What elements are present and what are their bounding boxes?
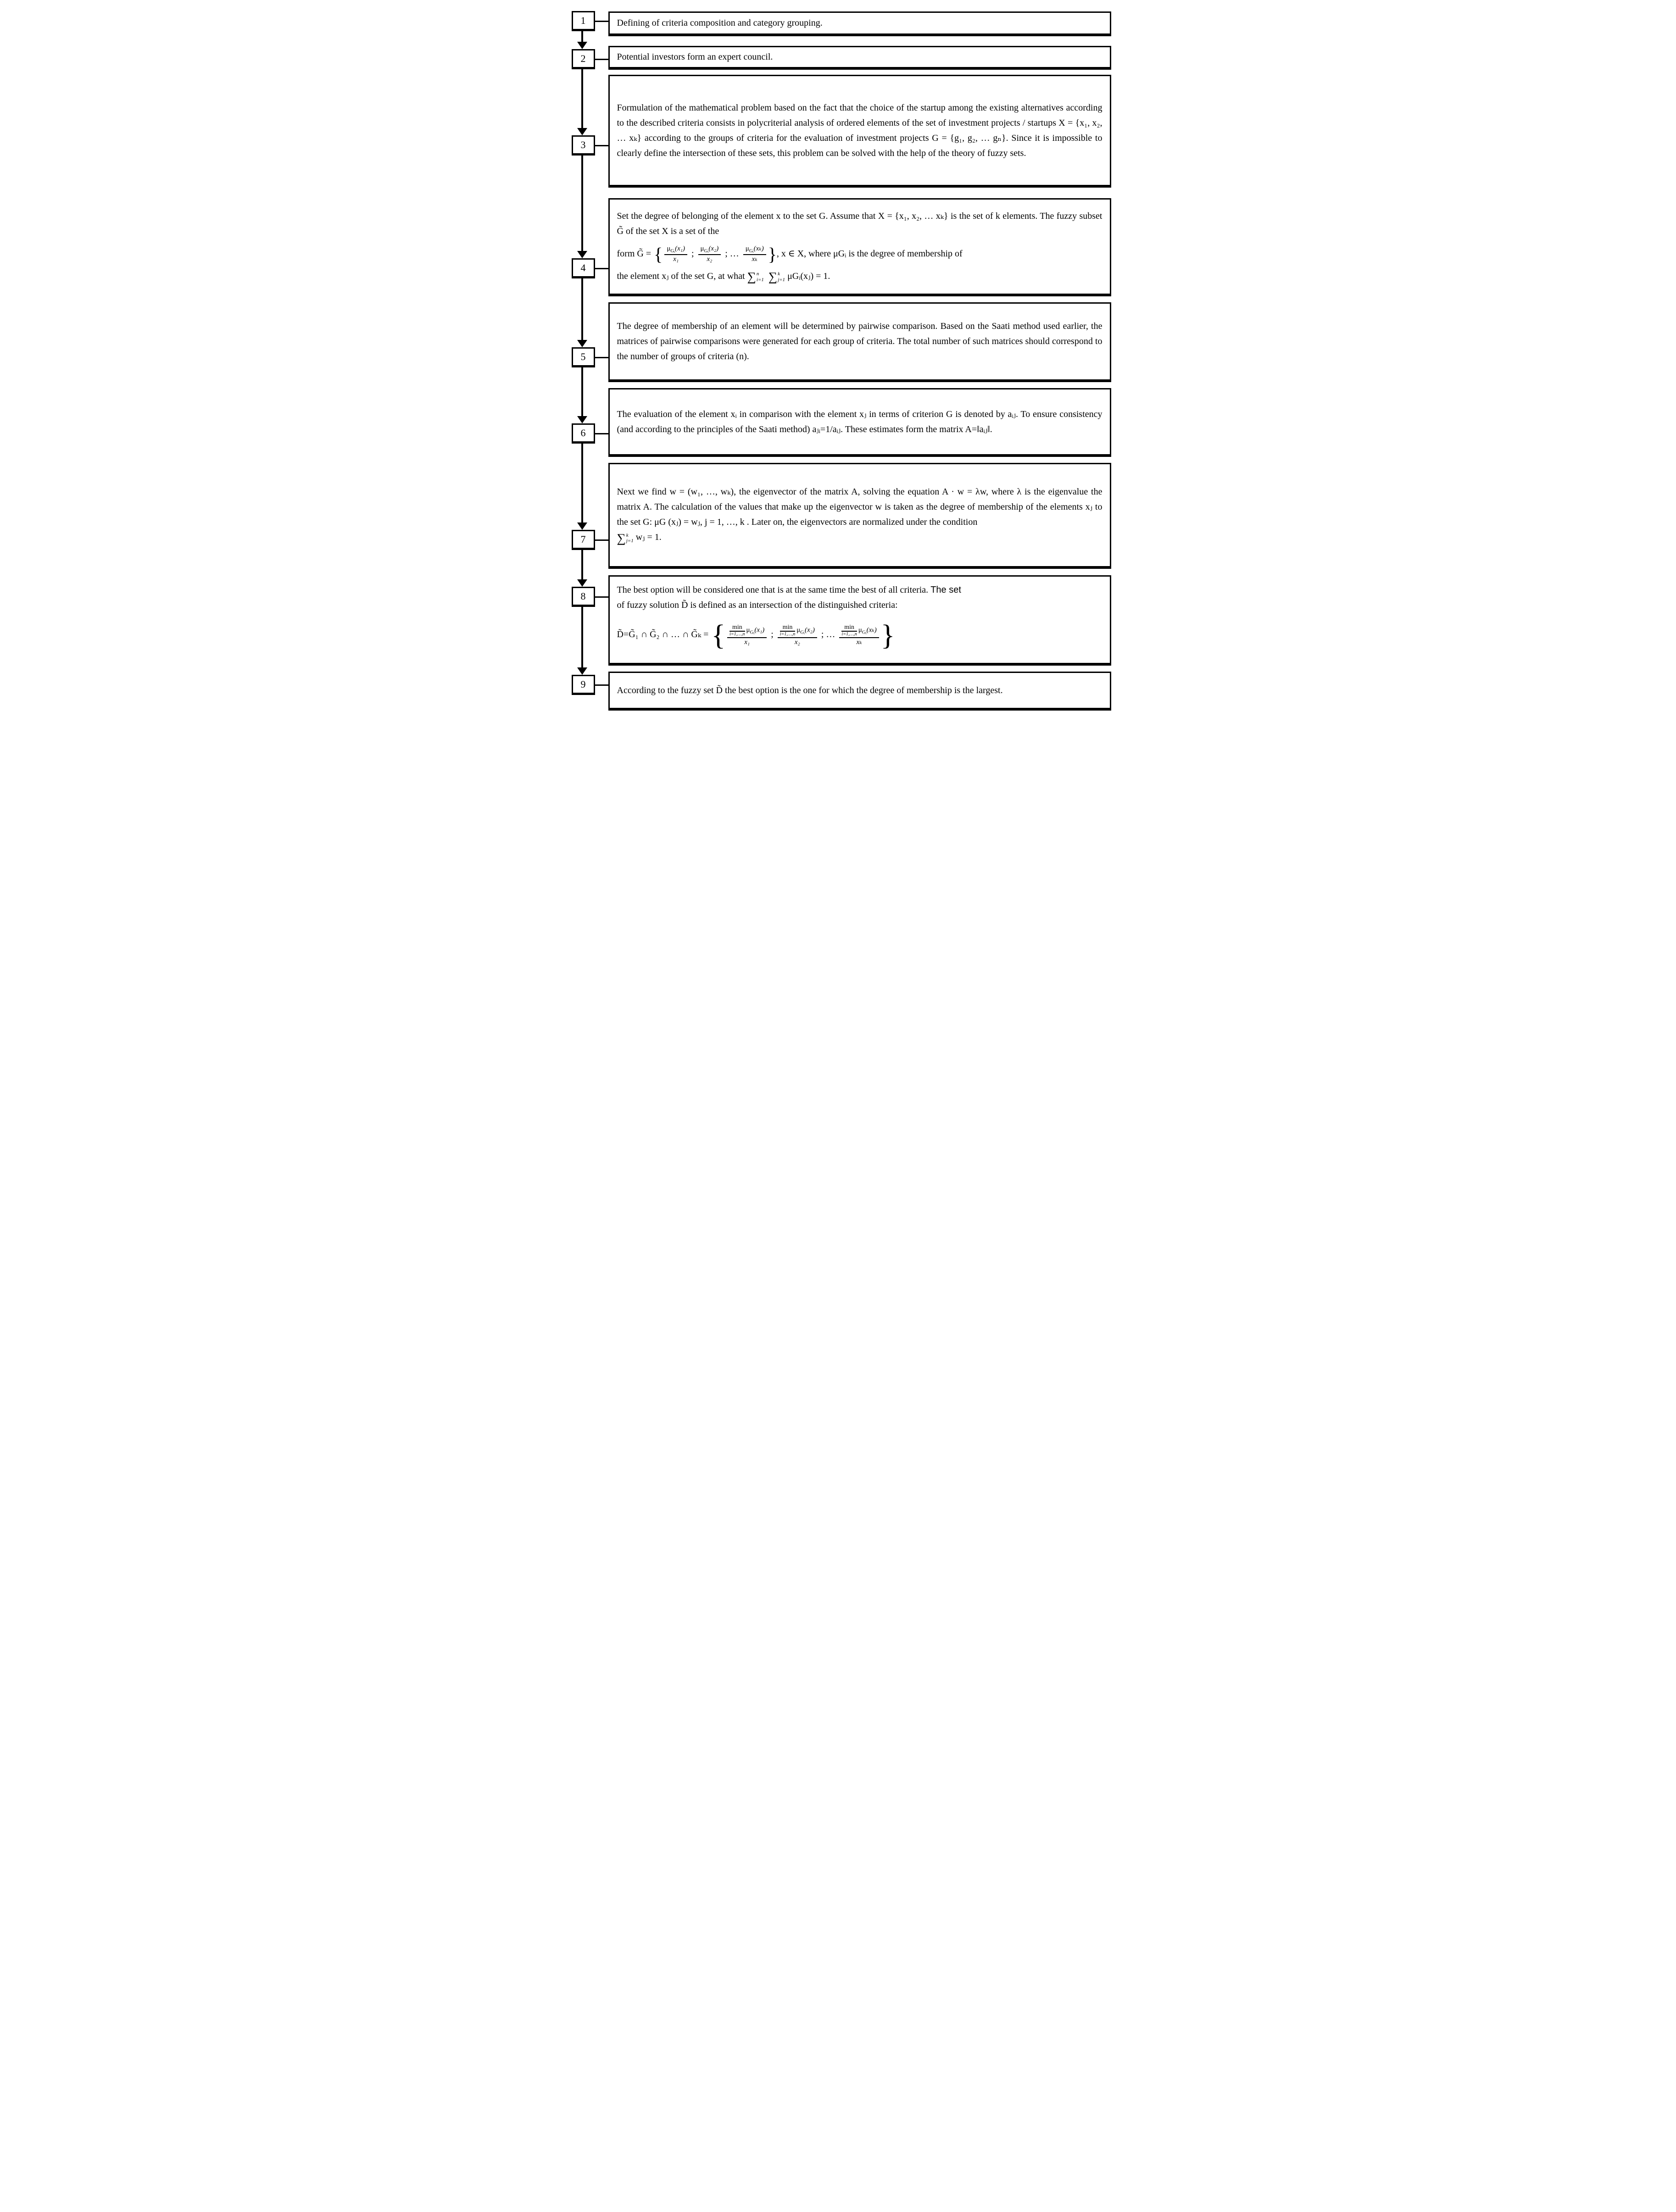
step-6-number: 6 (580, 427, 586, 439)
min-label: min (780, 624, 795, 632)
mu-subscript: Gᵢ (749, 248, 754, 254)
formula-fraction (839, 624, 879, 647)
fraction-argument: (x₂) (805, 626, 815, 634)
sigma-icon: ∑ (747, 270, 756, 284)
sum-upper-limit: k (626, 532, 629, 538)
arrowhead-icon (577, 128, 587, 135)
min-label: min (729, 624, 745, 632)
connector-line-1 (595, 21, 608, 22)
step-6-text-box (608, 388, 1111, 457)
sum-limits (757, 271, 764, 283)
formula-fraction (727, 624, 767, 647)
flow-arrow-5-6 (581, 367, 583, 416)
sum-operator (747, 269, 764, 284)
arrowhead-icon (577, 522, 587, 530)
step-5-number-box (572, 347, 595, 367)
fraction-numerator (839, 624, 879, 638)
flow-arrow-1-2 (581, 31, 583, 42)
arrowhead-icon (577, 42, 587, 49)
sum-limits (626, 533, 634, 544)
step-3-number: 3 (580, 139, 586, 150)
fraction-argument: (x₁) (675, 245, 685, 252)
min-limits: i=1,…,n (841, 632, 857, 637)
sum-operator (617, 530, 634, 546)
step-1-text: Defining of criteria composition and category grouping. (617, 18, 823, 28)
formula-fraction (664, 245, 687, 264)
fraction-separator: ; (771, 629, 774, 640)
step-6-number-box (572, 423, 595, 444)
text-after-sums: μGᵢ(xⱼ) = 1. (787, 271, 830, 282)
flowchart-canvas (563, 0, 1114, 727)
step-4-paragraph-1: Set the degree of belonging of the element x to the set G. Assume that X = {x₁, x₂, … xₖ} is the set of k elements. The fuzzy subset G̃ of the set X is a set of the (617, 211, 1102, 236)
fraction-argument: (x₂) (708, 245, 719, 252)
connector-line-3 (595, 145, 608, 146)
mu-subscript: Gᵢ (800, 629, 805, 635)
step-3-text: Formulation of the mathematical problem based on the fact that the choice of the startup among the existing alternatives according to the described criteria consists in polycriterial analysis of ordered elements of the set of investment projects / startups X = {x₁, x₂, … xₖ} according to the groups of criteria for the evaluation of investment projects G = {g₁, g₂, … gₙ}. Since it is impossible to clearly define the intersection of these sets, this problem can be solved with the help of the theory of fuzzy sets. (617, 102, 1102, 158)
arrowhead-icon (577, 251, 587, 258)
fraction-numerator (664, 245, 687, 256)
step-8-paragraph-2: of fuzzy solution D̃ is defined as an intersection of the distinguished criteria: (617, 600, 898, 611)
formula-lead: D̃=G̃₁ ∩ G̃₂ ∩ … ∩ G̃ₖ = (617, 629, 709, 640)
connector-line-7 (595, 539, 608, 541)
sum-upper-limit: k (778, 271, 780, 277)
step-7-sum-line (617, 530, 1102, 545)
step-2-number: 2 (580, 53, 586, 64)
step-9-number-box (572, 675, 595, 695)
flow-arrow-2-3 (581, 69, 583, 128)
min-operator (729, 624, 745, 637)
step-5-number: 5 (580, 351, 586, 362)
min-operator (841, 624, 857, 637)
formula-fraction (778, 624, 817, 647)
fraction-denominator: x₁ (673, 256, 679, 263)
step-4-formula (617, 240, 1102, 268)
sum-upper-limit: n (756, 271, 759, 277)
min-operator (780, 624, 795, 637)
connector-line-9 (595, 684, 608, 686)
flow-arrow-4-5 (581, 278, 583, 340)
fraction-numerator (727, 624, 767, 638)
step-3-number-box (572, 135, 595, 156)
sum-lower-limit: i=1 (756, 277, 764, 283)
step-7-number: 7 (580, 534, 586, 545)
fraction-argument: (xₖ) (866, 626, 877, 634)
fraction-separator: ; … (821, 629, 835, 640)
text-before-sums: the element xⱼ of the set G, at what (617, 271, 745, 282)
connector-line-4 (595, 268, 608, 269)
step-5-text-box (608, 302, 1111, 382)
flow-arrow-8-9 (581, 607, 583, 667)
fraction-denominator: xₖ (752, 256, 757, 263)
step-4-paragraph-3 (617, 269, 1102, 284)
step-8-paragraph-1 (617, 583, 1102, 598)
fraction-numerator (778, 624, 817, 638)
formula-lead: form G̃ = (617, 248, 651, 259)
fraction-numerator (698, 245, 721, 256)
step-4-text-box (608, 198, 1111, 296)
formula-tail: , x ∈ X, where μGᵢ is the degree of membership of (776, 248, 963, 259)
formula-fraction (698, 245, 721, 264)
sigma-icon: ∑ (768, 270, 778, 284)
step-4-number: 4 (580, 262, 586, 273)
fraction-argument: (xₖ) (753, 245, 764, 252)
mu-symbol: μ (746, 626, 750, 634)
sum-lower-limit: j=1 (778, 277, 785, 283)
step-7-text-box (608, 463, 1111, 569)
min-limits: i=1,…,n (729, 632, 745, 637)
sum-operator (768, 269, 785, 284)
min-label: min (841, 624, 857, 632)
step-2-text-box (608, 46, 1111, 70)
mu-subscript: Gᵢ (862, 629, 867, 635)
arrowhead-icon (577, 340, 587, 347)
arrowhead-icon (577, 416, 587, 423)
flow-arrow-7-8 (581, 550, 583, 579)
fraction-numerator (743, 245, 766, 256)
fraction-denominator: x₁ (744, 639, 750, 646)
step-8-text-serif: The best option will be considered one that is at the same time the best of all criteria. (617, 585, 931, 595)
fraction-denominator: xₖ (856, 639, 862, 646)
step-8-text-box (608, 575, 1111, 666)
connector-line-8 (595, 596, 608, 598)
fraction-denominator: x₂ (794, 639, 800, 646)
connector-line-2 (595, 59, 608, 60)
step-5-text: The degree of membership of an element will be determined by pairwise comparison. Based on the Saati method used earlier, the matrices of pairwise comparisons were generated for each group of criteria. The total number of such matrices should correspond to the number of groups of criteria (n). (617, 321, 1102, 361)
fraction-denominator: x₂ (707, 256, 713, 263)
mu-subscript: Gᵢ (670, 248, 675, 254)
arrowhead-icon (577, 579, 587, 587)
sigma-icon: ∑ (617, 531, 626, 545)
flow-arrow-3-4 (581, 156, 583, 251)
mu-symbol: μ (700, 245, 704, 252)
connector-line-6 (595, 433, 608, 434)
flow-arrow-6-7 (581, 444, 583, 522)
connector-line-5 (595, 357, 608, 358)
step-9-text-box (608, 672, 1111, 711)
step-9-number: 9 (580, 678, 586, 690)
mu-symbol: μ (796, 626, 801, 634)
fraction-separator: ; (691, 248, 694, 259)
step-8-formula (617, 614, 1102, 656)
left-brace: { (654, 244, 663, 265)
mu-subscript: Gᵢ (750, 629, 755, 635)
step-3-text-box (608, 75, 1111, 188)
mu-symbol: μ (667, 245, 671, 252)
left-brace: { (711, 618, 726, 651)
arrowhead-icon (577, 667, 587, 675)
mu-subscript: Gᵢ (704, 248, 709, 254)
step-8-number: 8 (580, 590, 586, 602)
right-brace: } (880, 618, 895, 651)
sum-lower-limit: j=1 (626, 538, 634, 544)
step-7-paragraph-1: Next we find w = (w₁, …, wₖ), the eigenvector of the matrix A, solving the equation A · w = λw, where λ is the eigenvalue the matrix A. The calculation of the values that make up the eigenvector w is taken as the degree of membership of the elements xⱼ to the set G: μG (xⱼ) = wⱼ, j = 1, …, k . Later on, the eigenvectors are normalized under the condition (617, 487, 1102, 528)
step-2-text: Potential investors form an expert council. (617, 52, 773, 62)
step-1-number: 1 (580, 15, 586, 26)
step-9-text: According to the fuzzy set D̃ the best option is the one for which the degree of membership is the largest. (617, 685, 1003, 695)
step-6-text: The evaluation of the element xᵢ in comparison with the element xⱼ in terms of criterion G is denoted by aᵢⱼ. To ensure consistency (and according to the principles of the Saati method) aⱼᵢ=1/aᵢⱼ. These estimates form the matrix A=‖aᵢⱼ‖. (617, 409, 1102, 434)
fraction-separator: ; … (725, 248, 739, 259)
step-4-number-box (572, 258, 595, 278)
step-7-number-box (572, 530, 595, 550)
mu-symbol: μ (858, 626, 862, 634)
sum-line-tail: wⱼ = 1. (635, 532, 662, 543)
step-2-number-box (572, 49, 595, 69)
step-8-text-sans: The set (930, 585, 961, 595)
step-1-text-box (608, 11, 1111, 36)
min-limits: i=1,…,n (780, 632, 796, 637)
fraction-argument: (x₁) (754, 626, 765, 634)
sum-limits (778, 271, 785, 283)
mu-symbol: μ (745, 245, 749, 252)
right-brace: } (768, 244, 777, 265)
formula-fraction (743, 245, 766, 264)
step-8-number-box (572, 587, 595, 607)
step-1-number-box (572, 11, 595, 31)
